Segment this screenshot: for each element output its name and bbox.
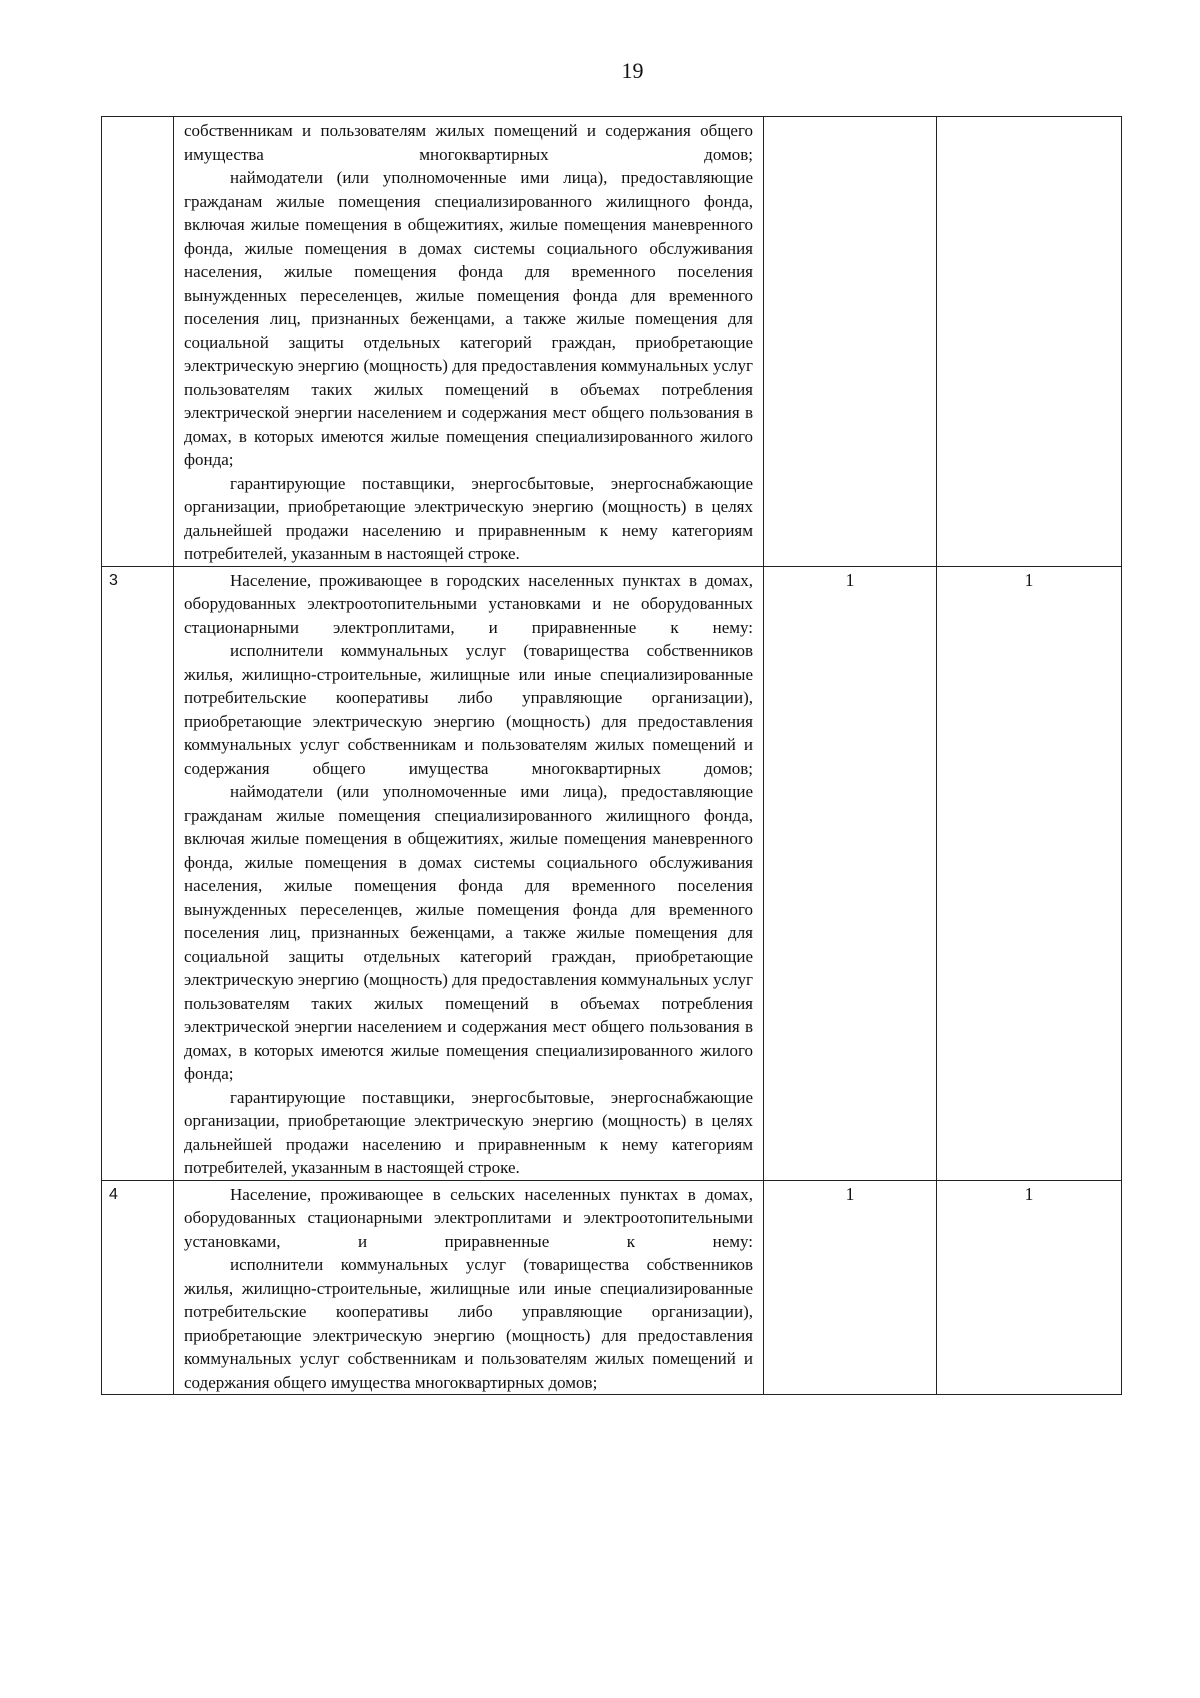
- paragraph: гарантирующие поставщики, энергосбытовые, энергоснабжающие организации, приобретающие электрическую энергию (мощность) в целях дальнейшей продажи населению и приравненным к нему категориям потребителей, указанным в настоящей строке.: [184, 473, 753, 563]
- value-cell-2: 1: [937, 566, 1122, 1180]
- value-cell-1: [764, 117, 937, 567]
- page-number: 19: [621, 58, 644, 83]
- row-text-cell: [174, 1180, 764, 1395]
- table-row: [102, 117, 1122, 567]
- value-cell-2: [937, 117, 1122, 567]
- tariff-table: [101, 116, 1122, 1395]
- value-cell-1: 1: [764, 566, 937, 1180]
- paragraph: исполнители коммунальных услуг (товарищества собственников жилья, жилищно-строительные, жилищные или иные специализированные потребительские кооперативы либо управляющие организации), приобретающие электрическую энергию (мощность) для предоставления коммунальных услуг собственникам и пользователям жилых помещений и содержания общего имущества многоквартирных домов;: [184, 641, 753, 778]
- paragraph: Население, проживающее в сельских населенных пунктах в домах, оборудованных стационарными электроплитами и электроотопительными установками, и приравненные к нему:: [184, 1184, 753, 1251]
- paragraph: Население, проживающее в городских населенных пунктах в домах, оборудованных электроотопительными установками и не оборудованных стационарными электроплитами, и приравненные к нему:: [184, 570, 753, 637]
- paragraph: гарантирующие поставщики, энергосбытовые, энергоснабжающие организации, приобретающие электрическую энергию (мощность) в целях дальнейшей продажи населению и приравненным к нему категориям потребителей, указанным в настоящей строке.: [184, 1087, 753, 1177]
- row-number-cell: 3: [102, 566, 174, 1180]
- row-text-cell: [174, 117, 764, 567]
- paragraph: наймодатели (или уполномоченные ими лица), предоставляющие гражданам жилые помещения специализированного жилищного фонда, включая жилые помещения в общежитиях, жилые помещения маневренного фонда, жилые помещения в домах системы социального обслуживания населения, жилые помещения фонда для временного поселения вынужденных переселенцев, жилые помещения фонда для временного поселения лиц, признанных беженцами, а также жилые помещения для социальной защиты отдельных категорий граждан, приобретающие электрическую энергию (мощность) для предоставления коммунальных услуг пользователям таких жилых помещений в объемах потребления электрической энергии населением и содержания мест общего пользования в домах, в которых имеются жилые помещения специализированного жилого фонда;: [184, 782, 753, 1083]
- row-number-cell: [102, 117, 174, 567]
- paragraph: собственникам и пользователям жилых помещений и содержания общего имущества многоквартирных домов;: [184, 121, 753, 164]
- paragraph: исполнители коммунальных услуг (товарищества собственников жилья, жилищно-строительные, жилищные или иные специализированные потребительские кооперативы либо управляющие организации), приобретающие электрическую энергию (мощность) для предоставления коммунальных услуг собственникам и пользователям жилых помещений и содержания общего имущества многоквартирных домов;: [184, 1255, 753, 1392]
- table-row: [102, 1180, 1122, 1395]
- row-number-cell: 4: [102, 1180, 174, 1395]
- paragraph: наймодатели (или уполномоченные ими лица), предоставляющие гражданам жилые помещения специализированного жилищного фонда, включая жилые помещения в общежитиях, жилые помещения маневренного фонда, жилые помещения в домах системы социального обслуживания населения, жилые помещения фонда для временного поселения вынужденных переселенцев, жилые помещения фонда для временного поселения лиц, признанных беженцами, а также жилые помещения для социальной защиты отдельных категорий граждан, приобретающие электрическую энергию (мощность) для предоставления коммунальных услуг пользователям таких жилых помещений в объемах потребления электрической энергии населением и содержания мест общего пользования в домах, в которых имеются жилые помещения специализированного жилого фонда;: [184, 168, 753, 469]
- row-text-cell: [174, 566, 764, 1180]
- value-cell-1: 1: [764, 1180, 937, 1395]
- value-cell-2: 1: [937, 1180, 1122, 1395]
- table-row: [102, 566, 1122, 1180]
